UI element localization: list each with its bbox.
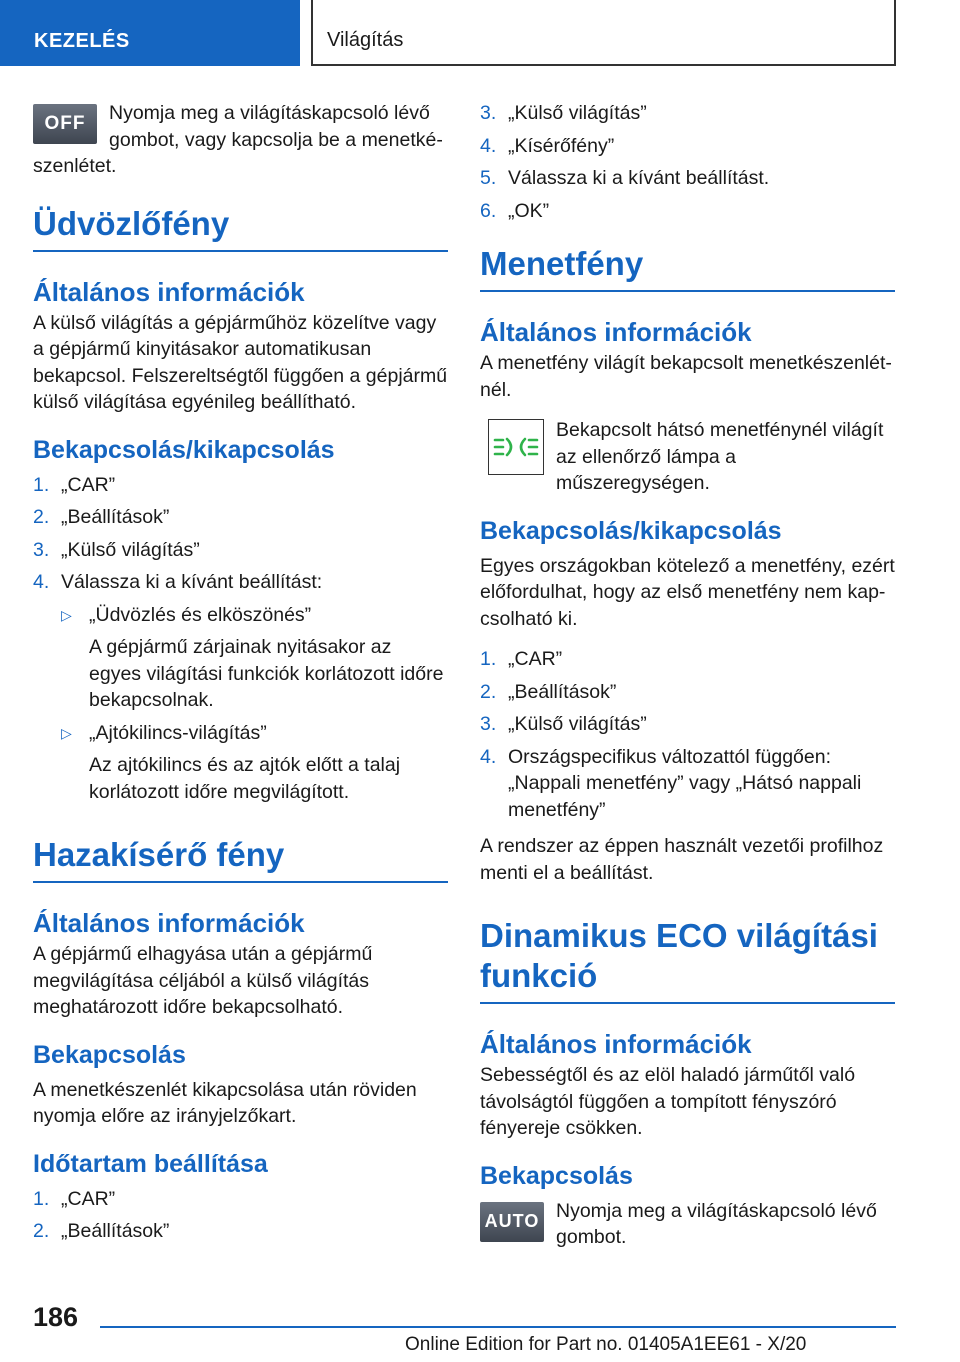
triangle-bullet-icon: ▷ — [61, 606, 72, 623]
list-item: 2. „Beállítások” — [33, 1220, 170, 1242]
footer-divider — [100, 1326, 896, 1328]
drl-onoff-text: Egyes országokban kötelező a menetfény, ezért előfordulhat, hogy az első menetfény nem kapcsolható ki. — [480, 554, 895, 630]
drl-general-heading: Általános információk — [480, 317, 752, 347]
header-section-tab — [0, 0, 300, 66]
left-column — [33, 100, 448, 1255]
drl-profile-text: A rendszer az éppen használt vezetői profilhoz menti el a beállítást. — [480, 835, 884, 884]
welcome-options-list — [61, 602, 448, 806]
auto-button-icon: AUTO — [480, 1202, 544, 1242]
header-section-label: KEZELÉS — [34, 30, 130, 52]
home-general-heading: Általános információk — [33, 908, 305, 938]
welcome-light-title: Üdvözlőfény — [33, 204, 448, 252]
list-item: 6. „OK” — [480, 199, 550, 222]
list-item: 1. „CAR” — [33, 473, 116, 496]
home-on-text: A menetkészenlét kikapcsolása után röviden nyomja előre az irányjelzőkart. — [33, 1078, 417, 1127]
list-item: 3. „Külső világítás” — [480, 713, 647, 735]
daytime-light-indicator-icon — [488, 419, 544, 475]
list-item: 3. „Külső világítás” — [480, 102, 647, 124]
eco-on-text: Nyomja meg a világításkapcsoló lévő gombot. — [556, 1199, 877, 1248]
welcome-steps-list — [33, 472, 448, 806]
drl-title: Menetfény — [480, 244, 895, 292]
option-item: ▷ „Ajtókilincs-világítás” Az ajtókilincs és az ajtók előtt a talaj korlátozott időre megvilágított. — [61, 721, 401, 803]
list-item: 5. Válassza ki a kívánt beállítást. — [480, 167, 770, 189]
list-item: 4. „Kísérőfény” — [480, 134, 615, 157]
home-on-heading: Bekapcsolás — [33, 1040, 186, 1069]
page-number: 186 — [33, 1302, 79, 1332]
welcome-general-text: A külső világítás a gépjárműhöz közelítve vagy a gépjármű kinyitásakor automatikusan bekapcsol. Felszereltségtől függően a gépjármű külső világítása egyénileg beállítható. — [33, 311, 448, 413]
home-duration-heading: Időtartam beállítása — [33, 1149, 268, 1178]
welcome-general-heading: Általános információk — [33, 276, 305, 307]
header-chapter-label: Világítás — [327, 29, 404, 51]
eco-general-text: Sebességtől és az elöl haladó járműtől való távolságtól függően a tompított fényszóró fényereje csökken. — [480, 1064, 856, 1139]
home-steps-continued — [480, 100, 895, 224]
off-button-icon: OFF — [33, 104, 97, 144]
home-light-title: Hazakísérő fény — [33, 835, 448, 883]
drl-steps-list — [480, 646, 895, 823]
triangle-bullet-icon: ▷ — [61, 724, 72, 741]
home-steps-list — [33, 1186, 448, 1245]
list-item: 4. Válassza ki a kívánt beállítást: ▷ „Üdvözlés és elköszönés” A gépjármű zárjainak nyitásakor az egyes világítási funkciók korlátozott időre bekapcsolnak. ▷ „Ajtókilincs-világítás” Az ajtókilincs és az ajtók előtt a talaj korlátozott időre megvilágított. — [33, 569, 448, 805]
off-intro-paragraph — [33, 100, 448, 180]
welcome-onoff-heading: Bekapcsolás/kikapcsolás — [33, 435, 335, 464]
list-item: 2. „Beállítások” — [33, 506, 170, 528]
header-chapter-box — [311, 0, 896, 66]
list-item: 3. „Külső világítás” — [33, 538, 200, 561]
right-column — [480, 100, 895, 1265]
drl-general-text: A menetfény világít bekapcsolt menetkészenlétnél. — [480, 352, 892, 401]
option-item: ▷ „Üdvözlés és elköszönés” A gépjármű zárjainak nyitásakor az egyes világítási funkciók korlátozott időre bekapcsolnak. — [61, 603, 444, 711]
home-general-text: A gépjármű elhagyása után a gépjármű megvilágítása céljából a külső világítás meghatározott időre bekapcsolható. — [33, 943, 373, 1018]
list-item: 4. Országspecifikus változattól függően: „Nappali menetfény” vagy „Hátsó nappali menetfény” — [480, 745, 862, 821]
drl-lamp-paragraph — [480, 417, 895, 497]
drl-onoff-heading: Bekapcsolás/kikapcsolás — [480, 516, 782, 545]
list-item: 1. „CAR” — [480, 648, 563, 670]
list-item: 1. „CAR” — [33, 1187, 116, 1210]
eco-on-paragraph — [480, 1198, 895, 1251]
off-intro-text: Nyomja meg a világításkapcsoló lévő gombot, vagy kapcsolja be a menetkészenlétet. — [33, 102, 443, 177]
drl-lamp-text: Bekapcsolt hátsó menetfénynél világít az ellenőrző lámpa a műszeregységen. — [556, 419, 884, 494]
footer-edition: Online Edition for Part no. 01405A1EE61 - X/20 — [405, 1334, 807, 1355]
list-item: 2. „Beállítások” — [480, 680, 617, 703]
eco-title: Dinamikus ECO világítási funkció — [480, 916, 895, 1004]
eco-on-heading: Bekapcsolás — [480, 1161, 633, 1190]
eco-general-heading: Általános információk — [480, 1029, 752, 1059]
